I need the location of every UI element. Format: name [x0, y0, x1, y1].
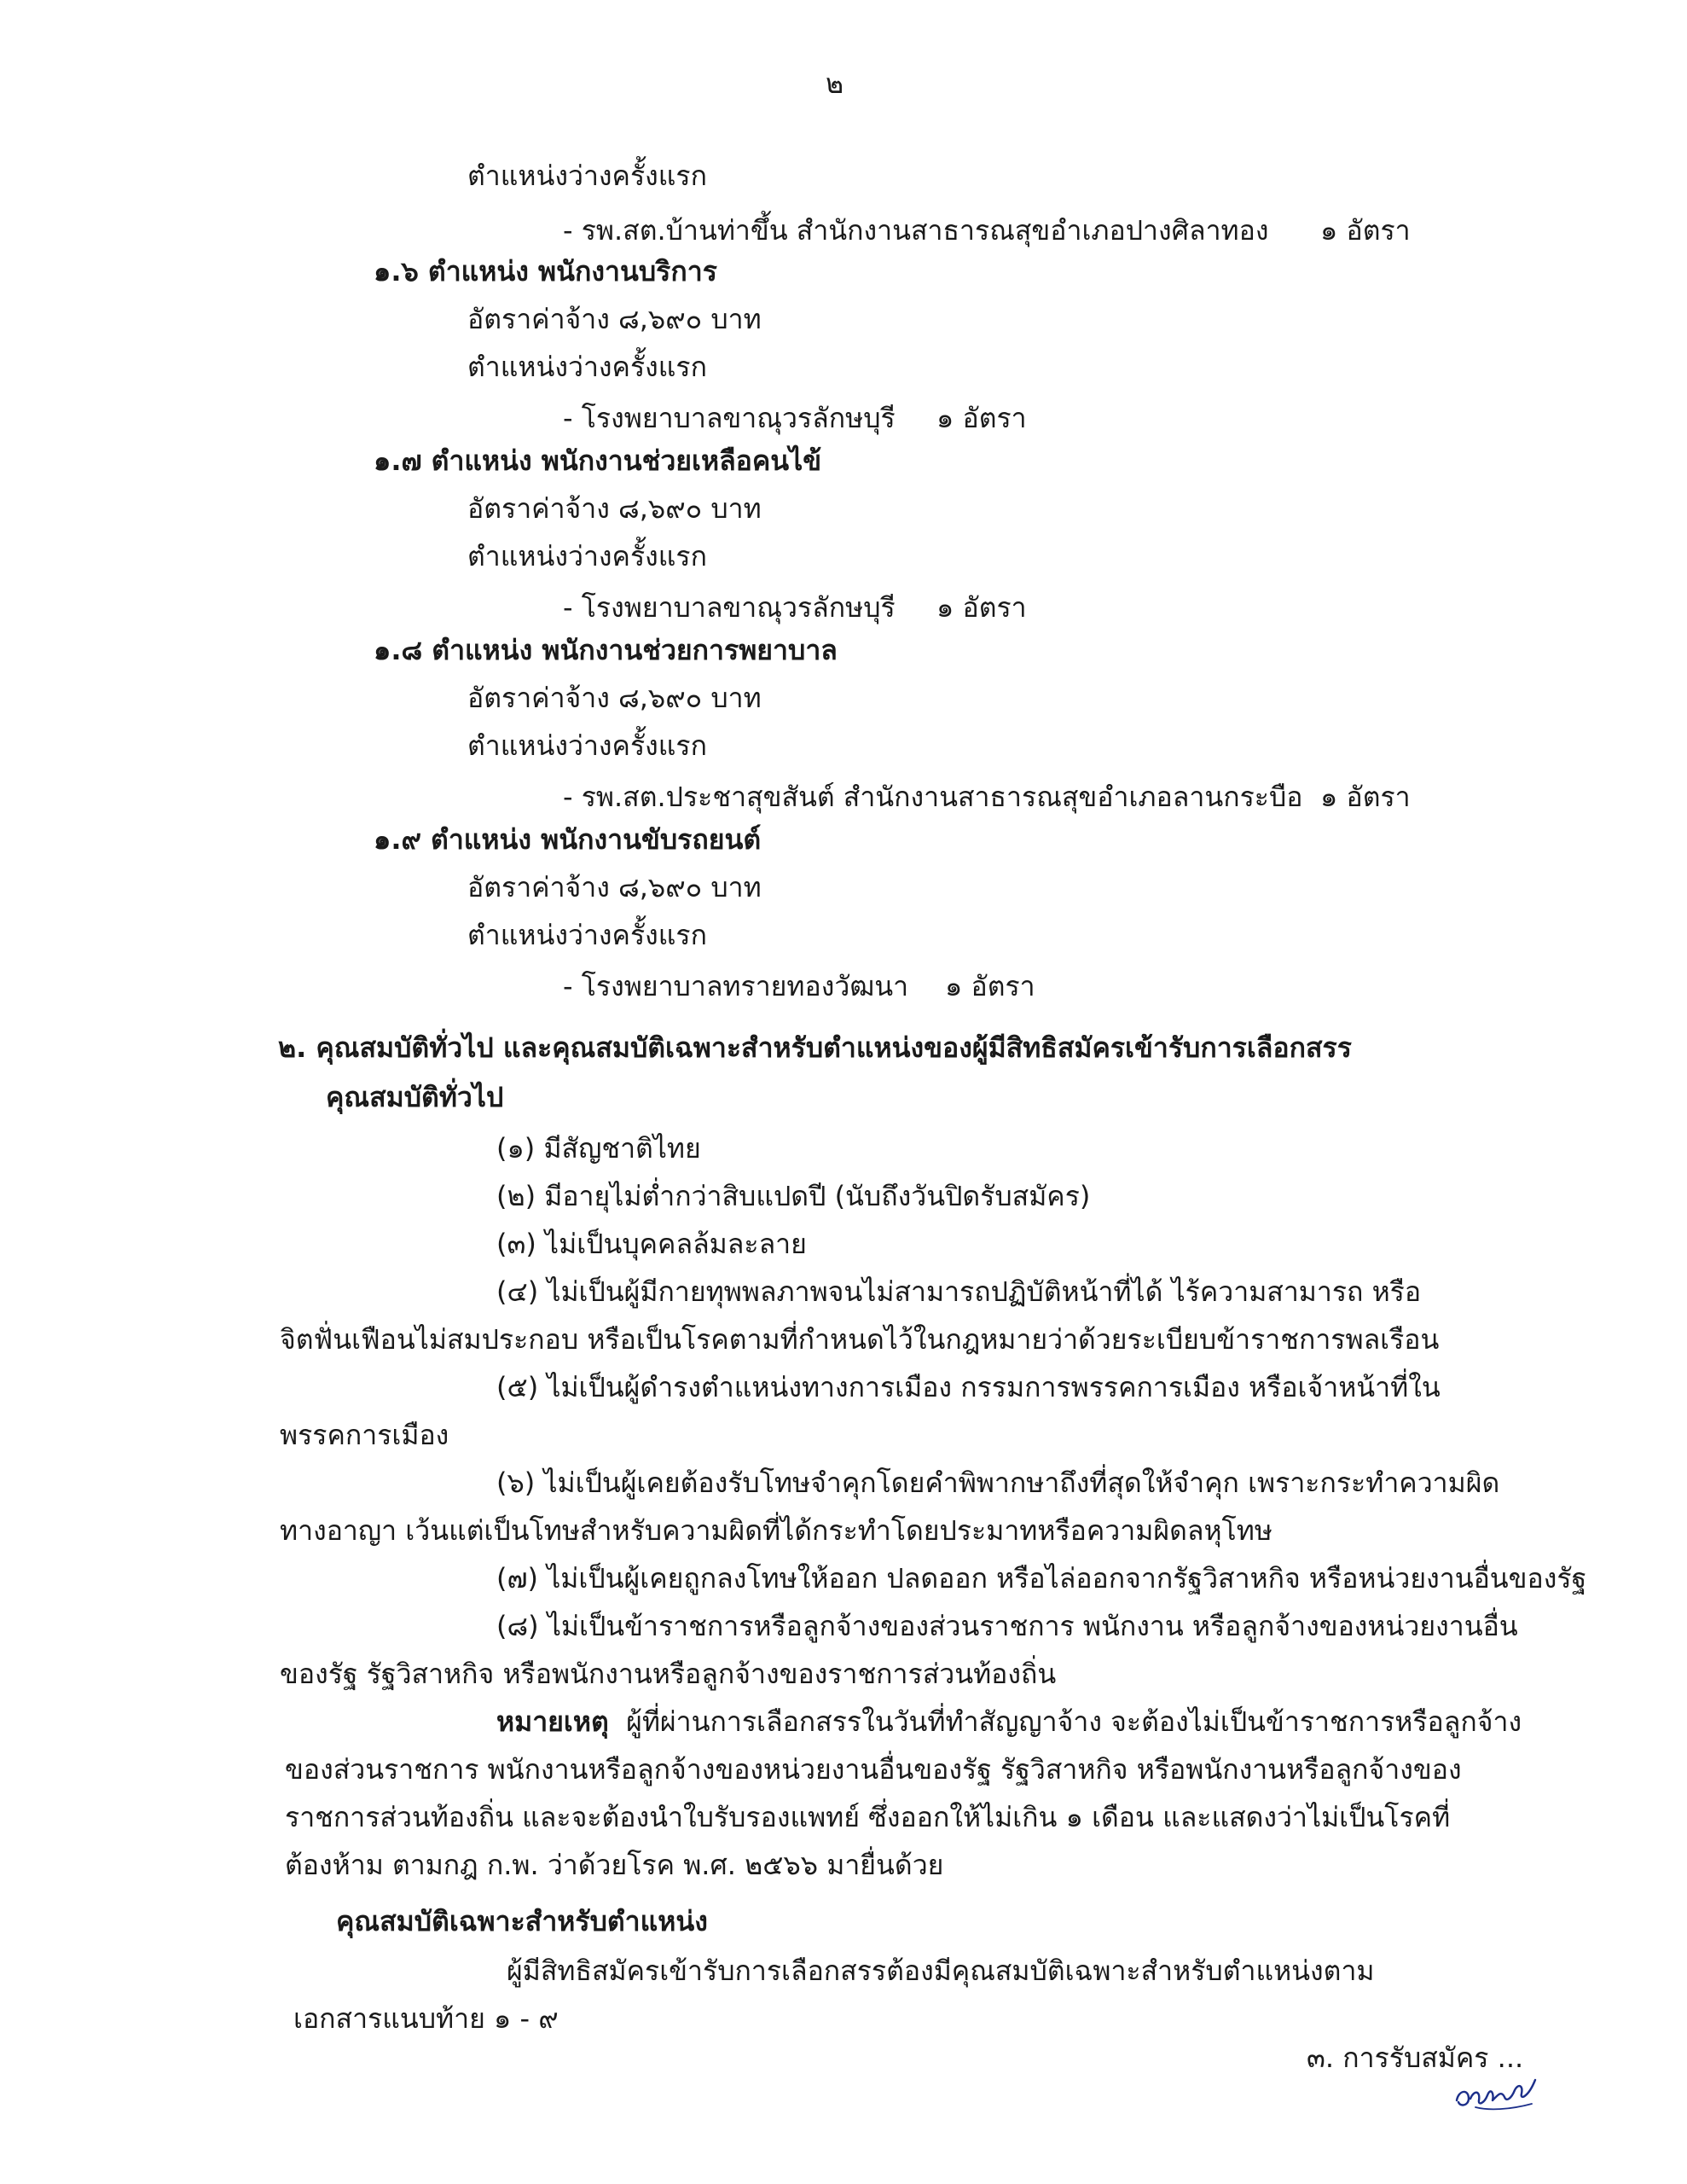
qualification-7: (๗) ไม่เป็นผู้เคยถูกลงโทษให้ออก ปลดออก หรือไล่ออกจากรัฐวิสาหกิจ หรือหน่วยงานอื่นของรัฐ: [496, 1562, 1587, 1594]
qualification-6-line1: (๖) ไม่เป็นผู้เคยต้องรับโทษจำคุกโดยคำพิพากษาถึงที่สุดให้จำคุก เพราะกระทำความผิด: [496, 1467, 1500, 1499]
qualification-2: (๒) มีอายุไม่ต่ำกว่าสิบแปดปี (นับถึงวันปิดรับสมัคร): [496, 1180, 1091, 1212]
vacancy-1-8: ตำแหน่งว่างครั้งแรก: [467, 729, 707, 762]
note-line1: [496, 1705, 1522, 1739]
qty-1-9: ๑ อัตรา: [945, 970, 1035, 1002]
specific-line2: เอกสารแนบท้าย ๑ - ๙: [293, 2002, 559, 2035]
vacancy-first-1-5: ตำแหน่งว่างครั้งแรก: [467, 160, 707, 192]
position-heading-1-8: ๑.๘ ตำแหน่ง พนักงานช่วยการพยาบาล: [374, 634, 838, 666]
qualification-3: (๓) ไม่เป็นบุคคลล้มละลาย: [496, 1228, 807, 1260]
note-label: หมายเหตุ: [496, 1705, 609, 1738]
section-2-heading: ๒. คุณสมบัติทั่วไป และคุณสมบัติเฉพาะสำหรับตำแหน่งของผู้มีสิทธิสมัครเข้ารับการเลือกสรร: [278, 1031, 1352, 1064]
wage-1-7: อัตราค่าจ้าง ๘,๖๙๐ บาท: [467, 492, 762, 525]
page-number: ๒: [826, 67, 844, 100]
unit-1-7: - โรงพยาบาลขาณุวรลักษบุรี: [563, 591, 896, 624]
qualification-4-line2: จิตฟั่นเฟือนไม่สมประกอบ หรือเป็นโรคตามที่กำหนดไว้ในกฎหมายว่าด้วยระเบียบข้าราชการพลเรือน: [280, 1323, 1440, 1356]
qty-1-8: ๑ อัตรา: [1320, 781, 1411, 813]
general-qualifications-title: คุณสมบัติทั่วไป: [326, 1081, 504, 1113]
specific-line1: ผู้มีสิทธิสมัครเข้ารับการเลือกสรรต้องมีคุณสมบัติเฉพาะสำหรับตำแหน่งตาม: [507, 1955, 1375, 1987]
wage-1-9: อัตราค่าจ้าง ๘,๖๙๐ บาท: [467, 871, 762, 903]
vacancy-1-6: ตำแหน่งว่างครั้งแรก: [467, 351, 707, 383]
qty-1-6: ๑ อัตรา: [936, 402, 1027, 434]
qualification-8-line2: ของรัฐ รัฐวิสาหกิจ หรือพนักงานหรือลูกจ้างของราชการส่วนท้องถิ่น: [280, 1658, 1057, 1690]
wage-1-6: อัตราค่าจ้าง ๘,๖๙๐ บาท: [467, 303, 762, 335]
vacancy-1-9: ตำแหน่งว่างครั้งแรก: [467, 919, 707, 951]
position-heading-1-9: ๑.๙ ตำแหน่ง พนักงานขับรถยนต์: [374, 823, 762, 856]
unit-1-8: - รพ.สต.ประชาสุขสันต์ สำนักงานสาธารณสุขอำเภอลานกระบือ: [563, 781, 1303, 813]
note-text-1: ผู้ที่ผ่านการเลือกสรรในวันที่ทำสัญญาจ้าง จะต้องไม่เป็นข้าราชการหรือลูกจ้าง: [626, 1705, 1522, 1738]
position-heading-1-7: ๑.๗ ตำแหน่ง พนักงานช่วยเหลือคนไข้: [374, 444, 822, 477]
vacancy-1-7: ตำแหน่งว่างครั้งแรก: [467, 540, 707, 572]
unit-1-5: - รพ.สต.บ้านท่าขึ้น สำนักงานสาธารณสุขอำเภอปางศิลาทอง: [563, 214, 1269, 247]
note-line2: ของส่วนราชการ พนักงานหรือลูกจ้างของหน่วยงานอื่นของรัฐ รัฐวิสาหกิจ หรือพนักงานหรือลูกจ้างของ: [285, 1753, 1462, 1786]
qty-1-7: ๑ อัตรา: [936, 591, 1027, 624]
note-line3: ราชการส่วนท้องถิ่น และจะต้องนำใบรับรองแพทย์ ซึ่งออกให้ไม่เกิน ๑ เดือน และแสดงว่าไม่เป็นโรคที่: [285, 1801, 1451, 1833]
unit-1-9: - โรงพยาบาลทรายทองวัฒนา: [563, 970, 909, 1002]
note-line4: ต้องห้าม ตามกฎ ก.พ. ว่าด้วยโรค พ.ศ. ๒๕๖๖ มายื่นด้วย: [285, 1849, 944, 1881]
signature-mark: [1450, 2065, 1544, 2116]
wage-1-8: อัตราค่าจ้าง ๘,๖๙๐ บาท: [467, 682, 762, 714]
unit-1-6: - โรงพยาบาลขาณุวรลักษบุรี: [563, 402, 896, 434]
qualification-5-line2: พรรคการเมือง: [280, 1419, 449, 1451]
qty-1-5: ๑ อัตรา: [1320, 214, 1411, 247]
qualification-6-line2: ทางอาญา เว้นแต่เป็นโทษสำหรับความผิดที่ได้กระทำโดยประมาทหรือความผิดลหุโทษ: [280, 1514, 1272, 1547]
continuation-text: ๓. การรับสมัคร ...: [1307, 2042, 1524, 2074]
qualification-4-line1: (๔) ไม่เป็นผู้มีกายทุพพลภาพจนไม่สามารถปฏิบัติหน้าที่ได้ ไร้ความสามารถ หรือ: [496, 1275, 1422, 1308]
position-heading-1-6: ๑.๖ ตำแหน่ง พนักงานบริการ: [374, 255, 717, 288]
qualification-5-line1: (๕) ไม่เป็นผู้ดำรงตำแหน่งทางการเมือง กรรมการพรรคการเมือง หรือเจ้าหน้าที่ใน: [496, 1371, 1441, 1403]
qualification-8-line1: (๘) ไม่เป็นข้าราชการหรือลูกจ้างของส่วนราชการ พนักงาน หรือลูกจ้างของหน่วยงานอื่น: [496, 1610, 1518, 1642]
specific-qualifications-title: คุณสมบัติเฉพาะสำหรับตำแหน่ง: [336, 1905, 708, 1937]
qualification-1: (๑) มีสัญชาติไทย: [496, 1132, 701, 1165]
